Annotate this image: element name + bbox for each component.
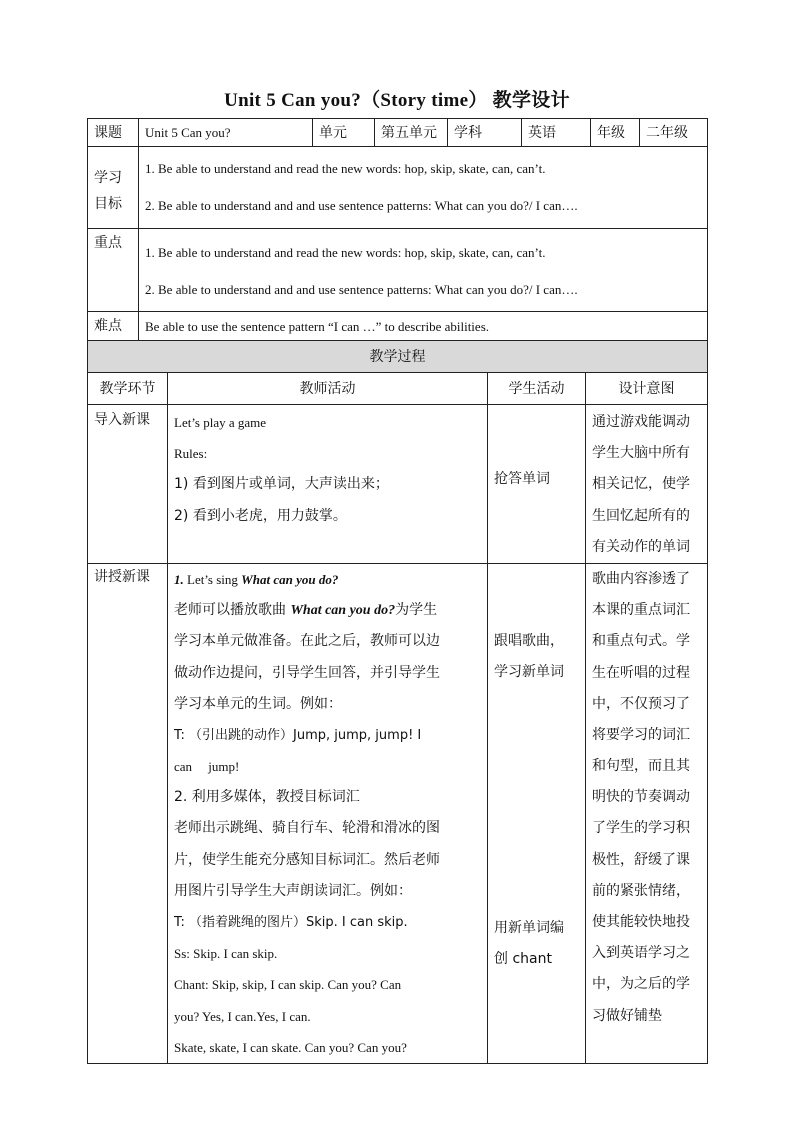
teacher-line <box>174 595 481 626</box>
key-points-content <box>139 229 708 312</box>
page-title: Unit 5 Can you?（Story time） 教学设计 <box>224 90 570 111</box>
topic-label: 课题 <box>88 119 139 147</box>
intent-line: 通过游戏能调动 <box>592 414 690 430</box>
teacher-line: Chant: Skip, skip, I can skip. Can you? Can <box>174 977 402 993</box>
intent-line: 有关动作的单词 <box>592 538 690 555</box>
objective-item: 1. Be able to understand and read the new words: hop, skip, skate, can, can’t. <box>145 161 546 176</box>
teacher-line: Let’s play a game <box>174 415 267 430</box>
teacher-activity-intro <box>168 405 488 564</box>
teacher-line: 老师出示跳绳、骑自行车、轮滑和滑冰的图 <box>174 820 440 837</box>
intent-line: 将要学习的词汇 <box>592 726 690 743</box>
objectives-content <box>139 147 708 229</box>
intent-line: 和句型，而且其 <box>592 758 690 775</box>
student-activity-intro: 抢答单词 <box>488 405 586 564</box>
teacher-line: can jump! <box>174 759 240 775</box>
teacher-line: Skate, skate, I can skate. Can you? Can you? <box>174 1039 407 1055</box>
stage-intro: 导入新课 <box>88 405 168 564</box>
intent-line: 明快的节奏调动 <box>592 789 690 806</box>
objectives-label-line: 学习 <box>94 170 122 186</box>
teacher-line: 学习本单元的生词。例如： <box>174 695 342 712</box>
step-text: Let’s sing <box>183 571 242 587</box>
unit-value: 第五单元 <box>375 119 448 147</box>
key-points-label: 重点 <box>88 229 139 312</box>
grade-value: 二年级 <box>640 119 708 147</box>
intent-line: 和重点句式。学 <box>592 633 690 650</box>
unit-label: 单元 <box>313 119 375 147</box>
difficulty-label: 难点 <box>88 312 139 341</box>
intent-line: 相关记忆，使学 <box>592 476 690 493</box>
col-header-stage: 教学环节 <box>88 373 168 405</box>
teacher-line: 2) 看到小老虎，用力鼓掌。 <box>174 507 347 524</box>
key-point-item: 1. Be able to understand and read the new words: hop, skip, skate, can, can’t. <box>145 245 546 260</box>
subject-label: 学科 <box>448 119 522 147</box>
intent-intro <box>586 405 708 564</box>
intent-line: 习做好铺垫 <box>592 1007 662 1024</box>
song-title: What can you do? <box>241 571 339 587</box>
intent-line: 了学生的学习积 <box>592 820 690 837</box>
teacher-line: 1) 看到图片或单词，大声读出来； <box>174 476 389 493</box>
intent-line: 中，不仅预习了 <box>592 695 690 712</box>
line-text: 老师可以播放歌曲 <box>174 602 291 619</box>
intent-line: 使其能较快地投 <box>592 914 690 930</box>
col-header-intent: 设计意图 <box>586 373 708 405</box>
intent-line: 极性，舒缓了课 <box>592 851 690 868</box>
stage-new-lesson: 讲授新课 <box>88 563 168 1063</box>
objectives-label <box>88 147 139 229</box>
intent-line: 本课的重点词汇 <box>592 602 690 619</box>
intent-line: 生在听唱的过程 <box>592 664 690 681</box>
intent-new-lesson <box>586 563 708 1063</box>
intent-line: 生回忆起所有的 <box>592 507 690 524</box>
spacer <box>494 688 579 913</box>
student-line: 学习新单词 <box>494 663 564 680</box>
student-line: 创 chant <box>494 950 552 967</box>
song-title: What can you do? <box>290 603 396 619</box>
intent-line: 中，为之后的学 <box>592 976 690 993</box>
teacher-line: T: （引出跳的动作）Jump, jump, jump! I <box>174 727 422 743</box>
teacher-line: 2. 利用多媒体，教授目标词汇 <box>174 789 360 806</box>
teacher-line: T: （指着跳绳的图片）Skip. I can skip. <box>174 915 408 930</box>
teacher-line <box>174 564 481 595</box>
line-text: 为学生 <box>395 602 438 619</box>
teacher-line: you? Yes, I can.Yes, I can. <box>174 1008 311 1024</box>
objective-item: 2. Be able to understand and and use sentence patterns: What can you do?/ I can…. <box>145 198 578 213</box>
student-activity-new <box>488 563 586 1063</box>
intent-line: 前的紧张情绪， <box>592 882 690 899</box>
intent-line: 歌曲内容渗透了 <box>592 570 690 587</box>
col-header-teacher: 教师活动 <box>168 373 488 405</box>
subject-value: 英语 <box>522 119 591 147</box>
intent-line: 学生大脑中所有 <box>592 445 690 462</box>
objectives-label-line: 目标 <box>94 196 122 212</box>
teacher-line: Ss: Skip. I can skip. <box>174 946 278 962</box>
topic-value: Unit 5 Can you? <box>139 119 313 147</box>
teacher-line: 做动作边提问，引导学生回答，并引导学生 <box>174 664 440 681</box>
student-line: 跟唱歌曲， <box>494 632 564 649</box>
step-number: 1. <box>174 571 184 587</box>
grade-label: 年级 <box>591 119 640 147</box>
info-table <box>87 118 708 341</box>
teacher-line: 学习本单元做准备。在此之后，教师可以边 <box>174 633 440 650</box>
student-line: 用新单词编 <box>494 919 564 936</box>
teacher-line: 用图片引导学生大声朗读词汇。例如： <box>174 882 412 899</box>
intent-line: 入到英语学习之 <box>592 945 690 962</box>
teacher-activity-new <box>168 563 488 1063</box>
key-point-item: 2. Be able to understand and and use sentence patterns: What can you do?/ I can…. <box>145 282 578 297</box>
col-header-student: 学生活动 <box>488 373 586 405</box>
teacher-line: Rules: <box>174 446 208 462</box>
teacher-line: 片，使学生能充分感知目标词汇。然后老师 <box>174 851 440 868</box>
process-table <box>87 340 708 1064</box>
process-header: 教学过程 <box>88 341 708 373</box>
difficulty-text: Be able to use the sentence pattern “I can …” to describe abilities. <box>139 312 708 341</box>
